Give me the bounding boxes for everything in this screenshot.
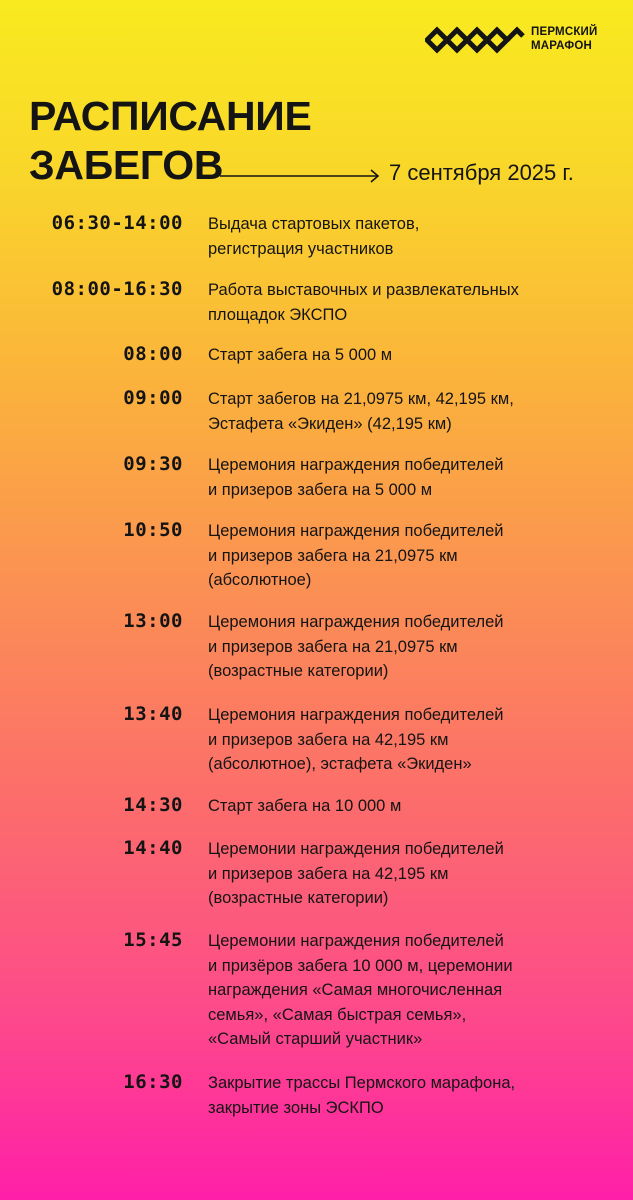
logo-text bbox=[531, 25, 598, 53]
schedule-description-line: и призеров забега на 5 000 м bbox=[208, 480, 433, 499]
schedule-description-line: Работа выставочных и развлекательных bbox=[208, 281, 519, 299]
schedule-description bbox=[208, 837, 608, 911]
page-title-line-2: ЗАБЕГОВ bbox=[29, 142, 224, 188]
schedule-description bbox=[208, 278, 608, 327]
schedule-time: 06:30-14:00 bbox=[51, 212, 183, 234]
schedule-description-line: и призеров забега на 42,195 км bbox=[208, 864, 449, 883]
schedule-description bbox=[208, 387, 608, 436]
schedule-description-line: Церемонии награждения победителей bbox=[208, 840, 504, 858]
schedule-time: 08:00-16:30 bbox=[51, 278, 183, 300]
arrow-right-icon bbox=[220, 169, 382, 183]
schedule-time: 08:00 bbox=[123, 343, 183, 365]
schedule-description-line: Церемония награждения победителей bbox=[208, 522, 504, 540]
schedule-description-line: награждения «Самая многочисленная bbox=[208, 981, 503, 999]
schedule-description-line: Старт забега на 10 000 м bbox=[208, 797, 402, 815]
schedule-description-line: регистрация участников bbox=[208, 239, 394, 258]
schedule-description-line: Церемонии награждения победителей bbox=[208, 932, 504, 950]
schedule-time: 09:00 bbox=[123, 387, 183, 409]
logo-line-1: ПЕРМСКИЙ bbox=[531, 26, 598, 38]
schedule-description bbox=[208, 212, 608, 261]
schedule-description-line: площадок ЭКСПО bbox=[208, 305, 348, 324]
schedule-description bbox=[208, 929, 608, 1052]
event-date: 7 сентября 2025 г. bbox=[389, 160, 574, 185]
perm-marathon-ornament-logo-icon bbox=[425, 18, 525, 58]
schedule-description-line: семья», «Самая быстрая семья», bbox=[208, 1005, 467, 1024]
schedule-description-line: Эстафета «Экиден» (42,195 км) bbox=[208, 414, 452, 433]
schedule-description-line: (возрастные категории) bbox=[208, 662, 389, 680]
schedule-description-line: Церемония награждения победителей bbox=[208, 456, 504, 474]
schedule-description-line: Выдача стартовых пакетов, bbox=[208, 215, 420, 233]
schedule-description-line: Церемония награждения победителей bbox=[208, 706, 504, 724]
schedule-time: 13:40 bbox=[123, 703, 183, 725]
schedule-description-line: (возрастные категории) bbox=[208, 889, 389, 907]
schedule-description-line: «Самый старший участник» bbox=[208, 1030, 423, 1048]
schedule-description bbox=[208, 703, 608, 777]
schedule-description-line: Старт забега на 5 000 м bbox=[208, 346, 393, 364]
schedule-time: 13:00 bbox=[123, 610, 183, 632]
schedule-time: 16:30 bbox=[123, 1071, 183, 1093]
logo bbox=[425, 18, 610, 58]
schedule-time: 14:40 bbox=[123, 837, 183, 859]
schedule-time: 10:50 bbox=[123, 519, 183, 541]
schedule-description-line: (абсолютное) bbox=[208, 571, 312, 589]
schedule-description-line: закрытие зоны ЭСКПО bbox=[208, 1098, 384, 1117]
schedule-description-line: и призёров забега 10 000 м, церемонии bbox=[208, 956, 513, 975]
schedule-description-line: и призеров забега на 21,0975 км bbox=[208, 546, 458, 565]
schedule-description-line: и призеров забега на 42,195 км bbox=[208, 730, 449, 749]
schedule-description-line: Церемония награждения победителей bbox=[208, 613, 504, 631]
schedule-description bbox=[208, 453, 608, 502]
schedule-description bbox=[208, 1071, 608, 1120]
schedule-description-line: (абсолютное), эстафета «Экиден» bbox=[208, 755, 472, 773]
schedule-description-line: Закрытие трассы Пермского марафона, bbox=[208, 1074, 516, 1092]
schedule-description-line: и призеров забега на 21,0975 км bbox=[208, 637, 458, 656]
schedule-time: 14:30 bbox=[123, 794, 183, 816]
schedule-description bbox=[208, 610, 608, 684]
schedule-description-line: Старт забегов на 21,0975 км, 42,195 км, bbox=[208, 390, 514, 408]
schedule-description bbox=[208, 343, 608, 368]
page-title-line-1: РАСПИСАНИЕ bbox=[29, 93, 312, 139]
logo-line-2: МАРАФОН bbox=[531, 40, 593, 52]
schedule-description bbox=[208, 794, 608, 819]
schedule-description bbox=[208, 519, 608, 593]
schedule-time: 09:30 bbox=[123, 453, 183, 475]
schedule-time: 15:45 bbox=[123, 929, 183, 951]
